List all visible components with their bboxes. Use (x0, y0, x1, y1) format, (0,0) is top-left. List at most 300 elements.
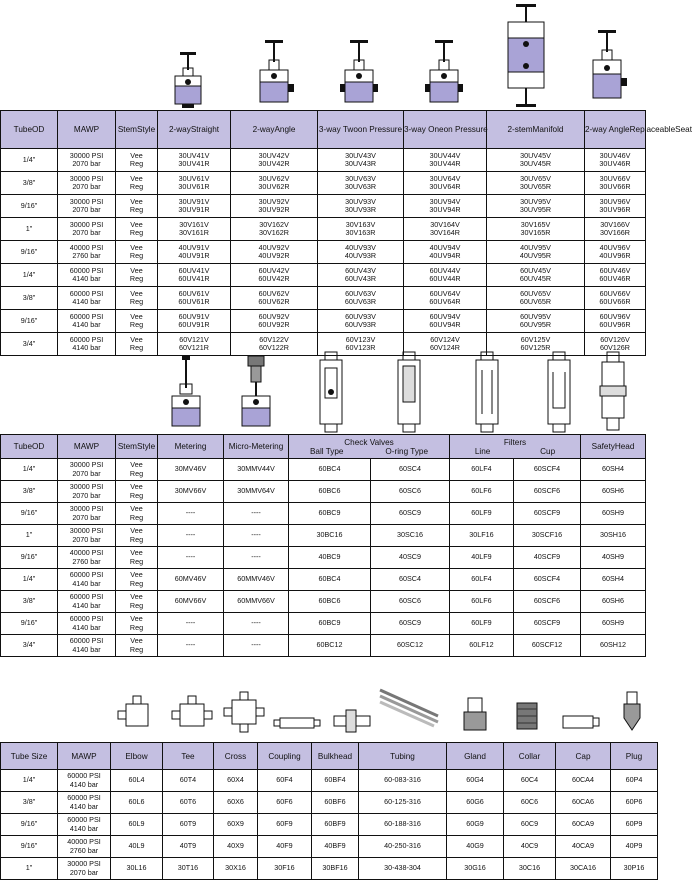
sub-header: Line (474, 446, 491, 456)
table-cell: 30V162V 30V162R (231, 218, 318, 241)
table-cell: 60SC9 (371, 503, 450, 525)
table-cell: 30UV44V 30UV44R (404, 149, 487, 172)
table-cell: 60SH12 (581, 635, 646, 657)
table-cell: 60UV62V 60UV62R (231, 287, 318, 310)
table-cell: 40CA9 (556, 836, 611, 858)
table-row (1, 569, 646, 591)
table-cell: 60000 PSI 4140 bar (58, 333, 116, 356)
table-cell: 30UV45V 30UV45R (487, 149, 585, 172)
table-cell: 40UV96V 40UV96R (585, 241, 646, 264)
table-cell: Vee Reg (116, 149, 158, 172)
table-cell: 60SCF4 (514, 459, 581, 481)
metering-check-filter-table (0, 434, 646, 657)
table-cell: 60V126V 60V126R (585, 333, 646, 356)
table-cell: 30000 PSI 2070 bar (58, 172, 116, 195)
column-header: Coupling (258, 743, 312, 770)
table-cell: 9/16" (1, 613, 58, 635)
table-cell: ---- (158, 503, 224, 525)
table-cell: 60-188-316 (359, 814, 447, 836)
table-cell: 60SH9 (581, 613, 646, 635)
table-cell: 60SH4 (581, 459, 646, 481)
table-cell: 60UV41V 60UV41R (158, 264, 231, 287)
table-cell: 30UV65V 30UV65R (487, 172, 585, 195)
sub-header: Cup (540, 446, 556, 456)
table-cell: Vee Reg (116, 310, 158, 333)
table-cell: 60UV96V 60UV96R (585, 310, 646, 333)
table-cell: 60SH6 (581, 591, 646, 613)
table-cell: 60UV94V 60UV94R (404, 310, 487, 333)
table-cell: 60000 PSI 4140 bar (58, 613, 116, 635)
table-cell: 30000 PSI 2070 bar (58, 459, 116, 481)
table-cell: 30UV93V 30UV93R (318, 195, 404, 218)
table-row (1, 858, 658, 880)
table-cell: 60UV61V 60UV61R (158, 287, 231, 310)
table-cell: 30-438-304 (359, 858, 447, 880)
column-header: StemStyle (116, 111, 158, 149)
column-header: Metering (158, 435, 224, 459)
table-row (1, 591, 646, 613)
column-header: MAWP (58, 435, 116, 459)
table-cell: 60UV95V 60UV95R (487, 310, 585, 333)
table-cell: ---- (158, 613, 224, 635)
table-cell: 30V165V 30V165R (487, 218, 585, 241)
table-cell: 1/4" (1, 459, 58, 481)
table-cell: 60SC9 (371, 613, 450, 635)
table-cell: Vee Reg (116, 613, 158, 635)
table-cell: 9/16" (1, 547, 58, 569)
column-header: Cap (556, 743, 611, 770)
table-row (1, 503, 646, 525)
table-cell: 60MMV66V (224, 591, 289, 613)
table-row (1, 195, 646, 218)
table-cell: 30L16 (111, 858, 163, 880)
column-header: Tubing (359, 743, 447, 770)
table-cell: 30MMV64V (224, 481, 289, 503)
table-cell: 1" (1, 218, 58, 241)
table-cell: 30MMV44V (224, 459, 289, 481)
table-cell: 40P9 (611, 836, 658, 858)
table-row (1, 613, 646, 635)
table-cell: 60MV46V (158, 569, 224, 591)
table-cell: 60F6 (258, 792, 312, 814)
table-header-row (1, 435, 646, 459)
table-cell: 60BC12 (289, 635, 371, 657)
table-cell: 60BC6 (289, 481, 371, 503)
table-cell: 60T4 (163, 770, 214, 792)
table-header-row (1, 743, 658, 770)
table-cell: 40X9 (214, 836, 258, 858)
table-cell: 3/8" (1, 481, 58, 503)
table-cell: Vee Reg (116, 333, 158, 356)
table-cell: 60BC9 (289, 503, 371, 525)
table-cell: 60BC9 (289, 613, 371, 635)
column-header: MAWP (58, 743, 111, 770)
sub-header: Ball Type (309, 446, 344, 456)
table-cell: 60BC6 (289, 591, 371, 613)
table-row (1, 635, 646, 657)
table-cell: 30CA16 (556, 858, 611, 880)
table-cell: 60C6 (504, 792, 556, 814)
table-row (1, 836, 658, 858)
table-row (1, 310, 646, 333)
table-row (1, 525, 646, 547)
valve-illustrations-row-2 (0, 348, 661, 434)
table-cell: 30UV91V 30UV91R (158, 195, 231, 218)
table-cell: 60LF9 (450, 613, 514, 635)
table-cell: 60L4 (111, 770, 163, 792)
table-cell: 30MV66V (158, 481, 224, 503)
column-header: Micro-Metering (224, 435, 289, 459)
safety-head-icon (598, 352, 628, 432)
table-cell: Vee Reg (116, 218, 158, 241)
table-cell: 60BF4 (312, 770, 359, 792)
table-cell: 40C9 (504, 836, 556, 858)
sub-header: O-ring Type (385, 446, 429, 456)
column-header: 2-wayStraight (158, 111, 231, 149)
column-header: Filters Line Cup (450, 435, 581, 459)
table-cell: 60000 PSI 4140 bar (58, 569, 116, 591)
table-cell: 60V125V 60V125R (487, 333, 585, 356)
table-cell: 60000 PSI 4140 bar (58, 792, 111, 814)
table-cell: 60000 PSI 4140 bar (58, 264, 116, 287)
table-cell: 60BF6 (312, 792, 359, 814)
cap-icon (562, 714, 600, 730)
table-cell: 60-083-316 (359, 770, 447, 792)
table-cell: Vee Reg (116, 481, 158, 503)
table-cell: 60V121V 60V121R (158, 333, 231, 356)
table-cell: 30F16 (258, 858, 312, 880)
table-cell: 60UV93V 60UV93R (318, 310, 404, 333)
table-cell: 30UV42V 30UV42R (231, 149, 318, 172)
valves-table (0, 110, 692, 356)
table-cell: 60G9 (447, 814, 504, 836)
table-cell: Vee Reg (116, 591, 158, 613)
table-cell: 60BC4 (289, 459, 371, 481)
table-cell: 60V122V 60V122R (231, 333, 318, 356)
table-cell: Vee Reg (116, 525, 158, 547)
fittings-table (0, 742, 658, 880)
table-row (1, 814, 658, 836)
table-cell: Vee Reg (116, 264, 158, 287)
table-cell: 60V124V 60V124R (404, 333, 487, 356)
table-cell: 30UV66V 30UV66R (585, 172, 646, 195)
table-cell: 9/16" (1, 241, 58, 264)
table-cell: 60T9 (163, 814, 214, 836)
table-cell: 60UV42V 60UV42R (231, 264, 318, 287)
table-row (1, 149, 646, 172)
table-cell: ---- (224, 525, 289, 547)
column-header: Bulkhead (312, 743, 359, 770)
column-header: Elbow (111, 743, 163, 770)
table-cell: 30UV62V 30UV62R (231, 172, 318, 195)
table-cell: 3/8" (1, 287, 58, 310)
table-cell: 1/4" (1, 149, 58, 172)
table-cell: 60SH6 (581, 481, 646, 503)
table-cell: 60P4 (611, 770, 658, 792)
column-header: 2-wayAngle (231, 111, 318, 149)
table-cell: Vee Reg (116, 172, 158, 195)
table-row (1, 770, 658, 792)
table-cell: Vee Reg (116, 547, 158, 569)
table-cell: 30C16 (504, 858, 556, 880)
table-cell: ---- (224, 503, 289, 525)
table-cell: 40BC9 (289, 547, 371, 569)
table-cell: 30UV64V 30UV64R (404, 172, 487, 195)
table-cell: 30UV92V 30UV92R (231, 195, 318, 218)
table-cell: 60G4 (447, 770, 504, 792)
table-cell: 9/16" (1, 836, 58, 858)
table-cell: 30V166V 30V166R (585, 218, 646, 241)
table-cell: 40UV94V 40UV94R (404, 241, 487, 264)
table-cell: 30UV63V 30UV63R (318, 172, 404, 195)
table-cell: 30000 PSI 2070 bar (58, 481, 116, 503)
table-cell: 30T16 (163, 858, 214, 880)
table-cell: 60SCF4 (514, 569, 581, 591)
table-cell: 60UV45V 60UV45R (487, 264, 585, 287)
table-cell: 30SH16 (581, 525, 646, 547)
table-cell: 60CA9 (556, 814, 611, 836)
table-cell: 60UV43V 60UV43R (318, 264, 404, 287)
line-filter-icon (472, 352, 502, 432)
table-cell: 30000 PSI 2070 bar (58, 218, 116, 241)
oring-check-valve-icon (394, 352, 424, 432)
valve-straight-icon (170, 52, 206, 108)
table-cell: 3/4" (1, 333, 58, 356)
micro-metering-valve-icon (238, 356, 274, 432)
table-cell: 30UV43V 30UV43R (318, 149, 404, 172)
table-cell: 30000 PSI 2070 bar (58, 195, 116, 218)
table-cell: 40UV92V 40UV92R (231, 241, 318, 264)
column-header: Gland (447, 743, 504, 770)
elbow-icon (118, 696, 156, 732)
table-cell: 60UV46V 60UV46R (585, 264, 646, 287)
table-cell: 40UV91V 40UV91R (158, 241, 231, 264)
table-cell: 9/16" (1, 503, 58, 525)
column-header: SafetyHead (581, 435, 646, 459)
table-cell: 30V164V 30V164R (404, 218, 487, 241)
table-cell: 30SC16 (371, 525, 450, 547)
table-cell: 30UV46V 30UV46R (585, 149, 646, 172)
table-row (1, 241, 646, 264)
table-cell: Vee Reg (116, 569, 158, 591)
plug-icon (622, 692, 642, 732)
cup-filter-icon (544, 352, 574, 432)
table-cell: 60X4 (214, 770, 258, 792)
table-cell: ---- (224, 613, 289, 635)
table-cell: 30BC16 (289, 525, 371, 547)
table-cell: 60UV64V 60UV64R (404, 287, 487, 310)
table-cell: 60SCF6 (514, 591, 581, 613)
table-cell: 60T6 (163, 792, 214, 814)
fitting-illustrations-row (0, 680, 661, 742)
table-cell: 60UV66V 60UV66R (585, 287, 646, 310)
table-cell: 3/8" (1, 792, 58, 814)
table-cell: 30BF16 (312, 858, 359, 880)
table-cell: 60X9 (214, 814, 258, 836)
valve-3way-two-icon (340, 40, 380, 106)
table-cell: 30X16 (214, 858, 258, 880)
table-cell: 60LF4 (450, 569, 514, 591)
table-row (1, 481, 646, 503)
table-cell: 60000 PSI 4140 bar (58, 287, 116, 310)
table-cell: Vee Reg (116, 241, 158, 264)
table-cell: 60LF6 (450, 481, 514, 503)
valve-angle-icon (255, 40, 295, 106)
table-cell: 1" (1, 858, 58, 880)
column-header: Check Valves Ball Type O-ring Type (289, 435, 450, 459)
column-header: TubeOD (1, 435, 58, 459)
metering-valve-icon (168, 356, 204, 432)
table-cell: Vee Reg (116, 195, 158, 218)
ball-check-valve-icon (316, 352, 346, 432)
table-cell: 30UV41V 30UV41R (158, 149, 231, 172)
table-cell: 60L9 (111, 814, 163, 836)
column-header: Tee (163, 743, 214, 770)
table-cell: 40F9 (258, 836, 312, 858)
table-cell: ---- (158, 547, 224, 569)
table-cell: 60MV66V (158, 591, 224, 613)
table-cell: 60LF4 (450, 459, 514, 481)
table-cell: 60CA6 (556, 792, 611, 814)
table-cell: 60V123V 60V123R (318, 333, 404, 356)
table-cell: 30UV95V 30UV95R (487, 195, 585, 218)
table-cell: 60UV92V 60UV92R (231, 310, 318, 333)
column-header: Collar (504, 743, 556, 770)
table-cell: 3/8" (1, 172, 58, 195)
table-row (1, 287, 646, 310)
table-cell: 9/16" (1, 814, 58, 836)
table-cell: 40-250-316 (359, 836, 447, 858)
table-cell: 40SCF9 (514, 547, 581, 569)
column-header: Cross (214, 743, 258, 770)
column-header: 2-way AngleReplaceableSeat (585, 111, 646, 149)
table-cell: 30000 PSI 2070 bar (58, 503, 116, 525)
table-cell: 30SCF16 (514, 525, 581, 547)
table-cell: 40T9 (163, 836, 214, 858)
table-cell: 60SH9 (581, 503, 646, 525)
table-cell: Vee Reg (116, 459, 158, 481)
table-cell: Vee Reg (116, 503, 158, 525)
table-cell: 40LF9 (450, 547, 514, 569)
table-cell: 60X6 (214, 792, 258, 814)
table-header-row (1, 111, 646, 149)
valve-replaceable-seat-icon (588, 30, 628, 102)
column-header: TubeOD (1, 111, 58, 149)
column-header: MAWP (58, 111, 116, 149)
table-row (1, 218, 646, 241)
table-cell: 60UV44V 60UV44R (404, 264, 487, 287)
table-cell: 3/4" (1, 635, 58, 657)
table-cell: 60-125-316 (359, 792, 447, 814)
table-cell: 40000 PSI 2760 bar (58, 241, 116, 264)
table-cell: Vee Reg (116, 635, 158, 657)
table-cell: 60LF9 (450, 503, 514, 525)
table-cell: 60SC12 (371, 635, 450, 657)
table-cell: 60SCF6 (514, 481, 581, 503)
table-cell: 1/4" (1, 569, 58, 591)
table-cell: 60UV91V 60UV91R (158, 310, 231, 333)
tubing-icon (378, 686, 442, 726)
table-cell: 60P6 (611, 792, 658, 814)
table-row (1, 459, 646, 481)
table-cell: 60C9 (504, 814, 556, 836)
collar-icon (516, 702, 538, 730)
table-cell: 30UV94V 30UV94R (404, 195, 487, 218)
manifold-icon (502, 4, 550, 108)
table-cell: 30V163V 30V163R (318, 218, 404, 241)
table-cell: 60000 PSI 4140 bar (58, 770, 111, 792)
table-cell: 60SH4 (581, 569, 646, 591)
table-cell: 60G6 (447, 792, 504, 814)
table-cell: 60F9 (258, 814, 312, 836)
valve-3way-one-icon (425, 40, 465, 106)
table-cell: 60SC6 (371, 481, 450, 503)
tee-icon (170, 696, 214, 732)
table-cell: 40G9 (447, 836, 504, 858)
table-cell: 60SCF12 (514, 635, 581, 657)
table-cell: 60L6 (111, 792, 163, 814)
table-cell: 60000 PSI 4140 bar (58, 310, 116, 333)
table-cell: 40SC9 (371, 547, 450, 569)
table-cell: 30MV46V (158, 459, 224, 481)
table-row (1, 792, 658, 814)
column-header: 3-way Oneon Pressure (404, 111, 487, 149)
table-cell: 40000 PSI 2760 bar (58, 547, 116, 569)
table-cell: ---- (158, 525, 224, 547)
table-cell: Vee Reg (116, 287, 158, 310)
table-cell: ---- (224, 635, 289, 657)
table-cell: 60F4 (258, 770, 312, 792)
table-cell: 60SC6 (371, 591, 450, 613)
table-cell: 30000 PSI 2070 bar (58, 858, 111, 880)
valve-illustrations-row-1 (0, 0, 661, 110)
table-cell: 40UV95V 40UV95R (487, 241, 585, 264)
coupling-icon (274, 716, 320, 730)
table-cell: 60SC4 (371, 569, 450, 591)
table-cell: 9/16" (1, 310, 58, 333)
table-cell: 60UV65V 60UV65R (487, 287, 585, 310)
column-header: 2-stemManifold (487, 111, 585, 149)
table-cell: 30UV61V 30UV61R (158, 172, 231, 195)
table-row (1, 547, 646, 569)
table-cell: 40L9 (111, 836, 163, 858)
table-cell: 60P9 (611, 814, 658, 836)
table-cell: 1/4" (1, 264, 58, 287)
table-cell: 60SCF9 (514, 613, 581, 635)
column-header: 3-way Twoon Pressure (318, 111, 404, 149)
bulkhead-icon (330, 710, 374, 732)
table-row (1, 264, 646, 287)
table-cell: 60SCF9 (514, 503, 581, 525)
table-cell: 60LF12 (450, 635, 514, 657)
table-cell: 60000 PSI 4140 bar (58, 635, 116, 657)
cross-icon (222, 690, 266, 734)
table-cell: 1" (1, 525, 58, 547)
table-cell: 30G16 (447, 858, 504, 880)
table-cell: 30000 PSI 2070 bar (58, 525, 116, 547)
table-cell: 40BF9 (312, 836, 359, 858)
table-cell: 60MMV46V (224, 569, 289, 591)
table-cell: 60SC4 (371, 459, 450, 481)
table-cell: 60BC4 (289, 569, 371, 591)
column-header: Plug (611, 743, 658, 770)
table-cell: 40SH9 (581, 547, 646, 569)
table-row (1, 172, 646, 195)
table-cell: 30P16 (611, 858, 658, 880)
table-cell: 60LF6 (450, 591, 514, 613)
table-cell: 40UV93V 40UV93R (318, 241, 404, 264)
table-cell: 1/4" (1, 770, 58, 792)
